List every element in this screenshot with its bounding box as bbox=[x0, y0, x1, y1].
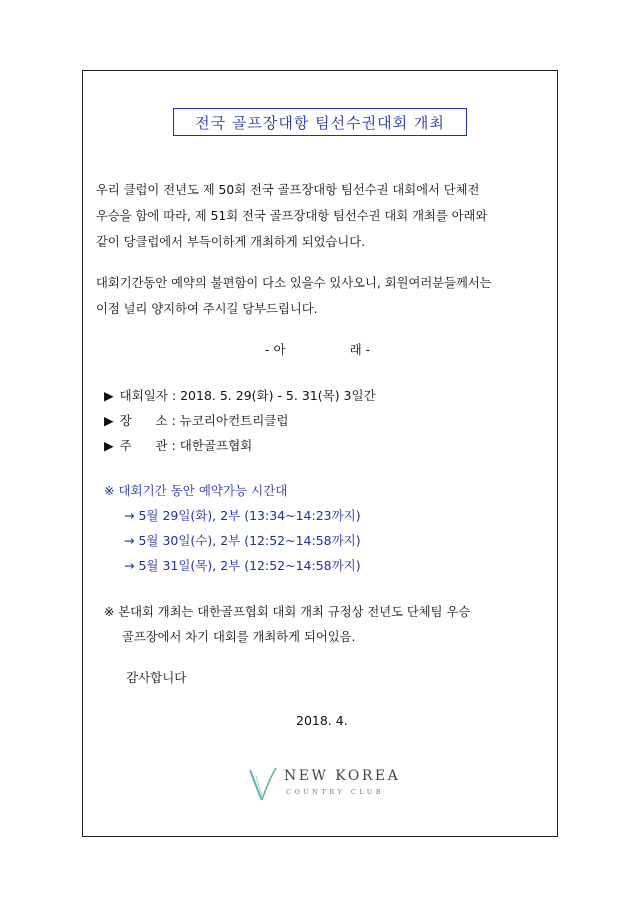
availability-slot: → 5월 30일(수), 2부 (12:52~14:58까지) bbox=[124, 533, 361, 548]
paragraph-line: 같이 당클럽에서 부득이하게 개최하게 되었습니다. bbox=[96, 235, 365, 249]
notice-title: 전국 골프장대항 팀선수권대회 개최 bbox=[195, 113, 445, 132]
availability-slot: → 5월 31일(목), 2부 (12:52~14:58까지) bbox=[124, 558, 361, 573]
paragraph-line: 대회기간동안 예약의 불편함이 다소 있을수 있사오니, 회원여러분들께서는 bbox=[96, 276, 492, 290]
info-venue-text: 장 소 : 뉴코리아컨트리클럽 bbox=[119, 413, 289, 428]
club-logo bbox=[246, 764, 426, 808]
note-line: 골프장에서 차기 대회를 개최하게 되어있음. bbox=[122, 630, 356, 644]
title-box bbox=[173, 108, 467, 136]
paragraph-line: 우승을 함에 따라, 제 51회 전국 골프장대항 팀선수권 대회 개최를 아래와 bbox=[96, 209, 488, 223]
paragraph-line: 우리 클럽이 전년도 제 50회 전국 골프장대항 팀선수권 대회에서 단체전 bbox=[96, 183, 480, 197]
triangle-bullet-icon: ▶ bbox=[104, 388, 114, 403]
info-dates bbox=[104, 386, 376, 406]
paragraph-announcement bbox=[96, 177, 546, 255]
section-heading bbox=[265, 340, 370, 358]
paragraph-request bbox=[96, 270, 546, 322]
triangle-bullet-icon: ▶ bbox=[104, 413, 114, 428]
logo-name: NEW KOREA bbox=[284, 768, 401, 784]
note-line: ※ 본대회 개최는 대한골프협회 대회 개최 규정상 전년도 단체팀 우승 bbox=[104, 605, 471, 619]
availability-slot: → 5월 29일(화), 2부 (13:34~14:23까지) bbox=[124, 508, 361, 523]
logo-mark-icon bbox=[246, 764, 280, 804]
rule-note bbox=[104, 600, 544, 650]
paragraph-line: 이점 널리 양지하여 주시길 당부드립니다. bbox=[96, 302, 318, 316]
info-venue bbox=[104, 411, 288, 431]
info-dates-text: 대회일자 : 2018. 5. 29(화) - 5. 31(목) 3일간 bbox=[119, 388, 376, 403]
closing-thanks: 감사합니다 bbox=[126, 670, 187, 685]
notice-date: 2018. 4. bbox=[296, 713, 348, 728]
info-host bbox=[104, 436, 252, 456]
logo-subtitle: COUNTRY CLUB bbox=[286, 788, 385, 796]
heading-left: - 아 bbox=[265, 342, 286, 357]
info-host-text: 주 관 : 대한골프협회 bbox=[119, 438, 253, 453]
availability-title: ※ 대회기간 동안 예약가능 시간대 bbox=[104, 483, 288, 498]
heading-right: 래 - bbox=[349, 342, 371, 357]
triangle-bullet-icon: ▶ bbox=[104, 438, 114, 453]
